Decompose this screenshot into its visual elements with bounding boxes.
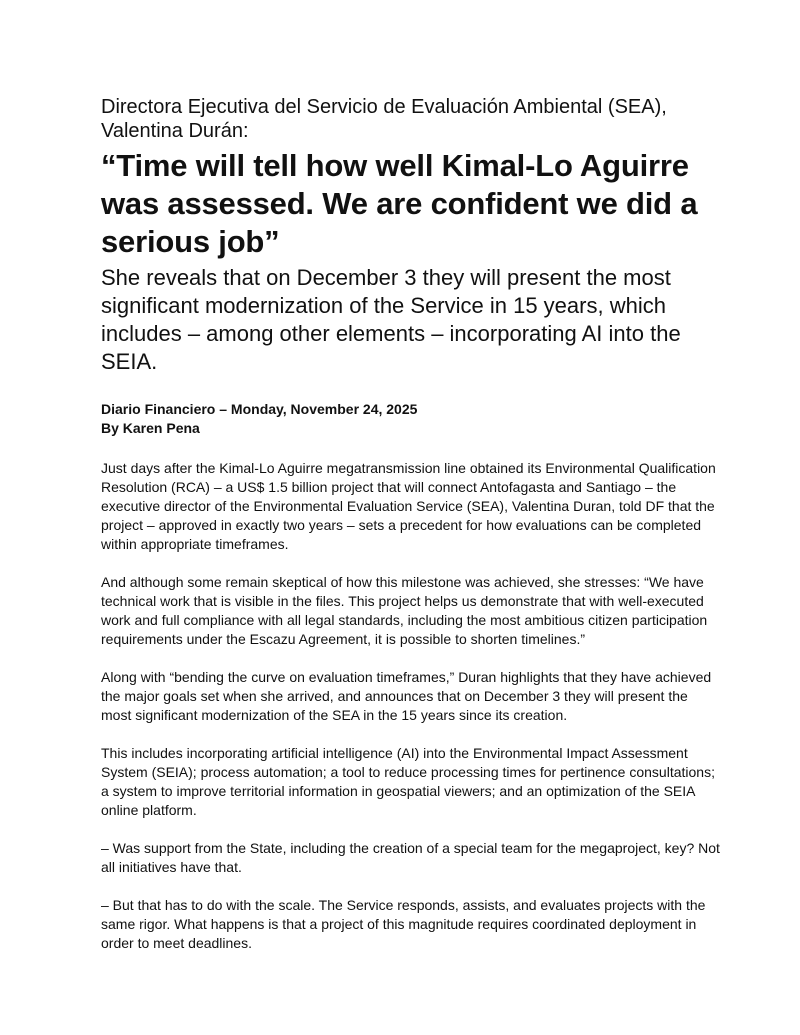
article-body — [101, 459, 721, 953]
interview-answer: – But that has to do with the scale. The Service responds, assists, and evaluates projects with the same rigor. What happens is that a project of this magnitude requires coordinated deployment in order to meet deadlines. — [101, 897, 706, 951]
body-paragraph: Along with “bending the curve on evaluation timeframes,” Duran highlights that they have achieved the major goals set when she arrived, and announces that on December 3 they will present the most significant modernization of the SEA in the 15 years since its creation. — [101, 669, 712, 723]
article-subhead: She reveals that on December 3 they will present the most significant modernization of the Service in 15 years, which includes – among other elements – incorporating AI into the SEIA. — [101, 265, 681, 374]
byline — [101, 400, 721, 438]
body-paragraph: Just days after the Kimal-Lo Aguirre megatransmission line obtained its Environmental Qualification Resolution (RCA) – a US$ 1.5 billion project that will connect Antofagasta and Santiago – the executive director of the Environmental Evaluation Service (SEA), Valentina Duran, told DF that the project – approved in exactly two years – sets a precedent for how evaluations can be completed within appropriate timeframes. — [101, 460, 716, 552]
body-paragraph: This includes incorporating artificial intelligence (AI) into the Environmental Impact Assessment System (SEIA); process automation; a tool to reduce processing times for pertinence consultations; a system to improve territorial information in geospatial viewers; and an optimization of the SEIA online platform. — [101, 745, 715, 818]
author-line: By Karen Pena — [101, 420, 200, 436]
source-line: Diario Financiero – Monday, November 24, 2025 — [101, 401, 418, 417]
article-kicker: Directora Ejecutiva del Servicio de Evaluación Ambiental (SEA), Valentina Durán: — [101, 96, 667, 142]
article — [101, 95, 721, 953]
article-headline: “Time will tell how well Kimal-Lo Aguirre was assessed. We are confident we did a serious job” — [101, 148, 698, 259]
body-paragraph: And although some remain skeptical of how this milestone was achieved, she stresses: “We have technical work that is visible in the files. This project helps us demonstrate that with well-executed work and full compliance with all legal standards, including the most ambitious citizen participation requirements under the Escazu Agreement, it is possible to shorten timelines.” — [101, 574, 708, 647]
interview-question: – Was support from the State, including the creation of a special team for the megaproject, key? Not all initiatives have that. — [101, 840, 720, 875]
